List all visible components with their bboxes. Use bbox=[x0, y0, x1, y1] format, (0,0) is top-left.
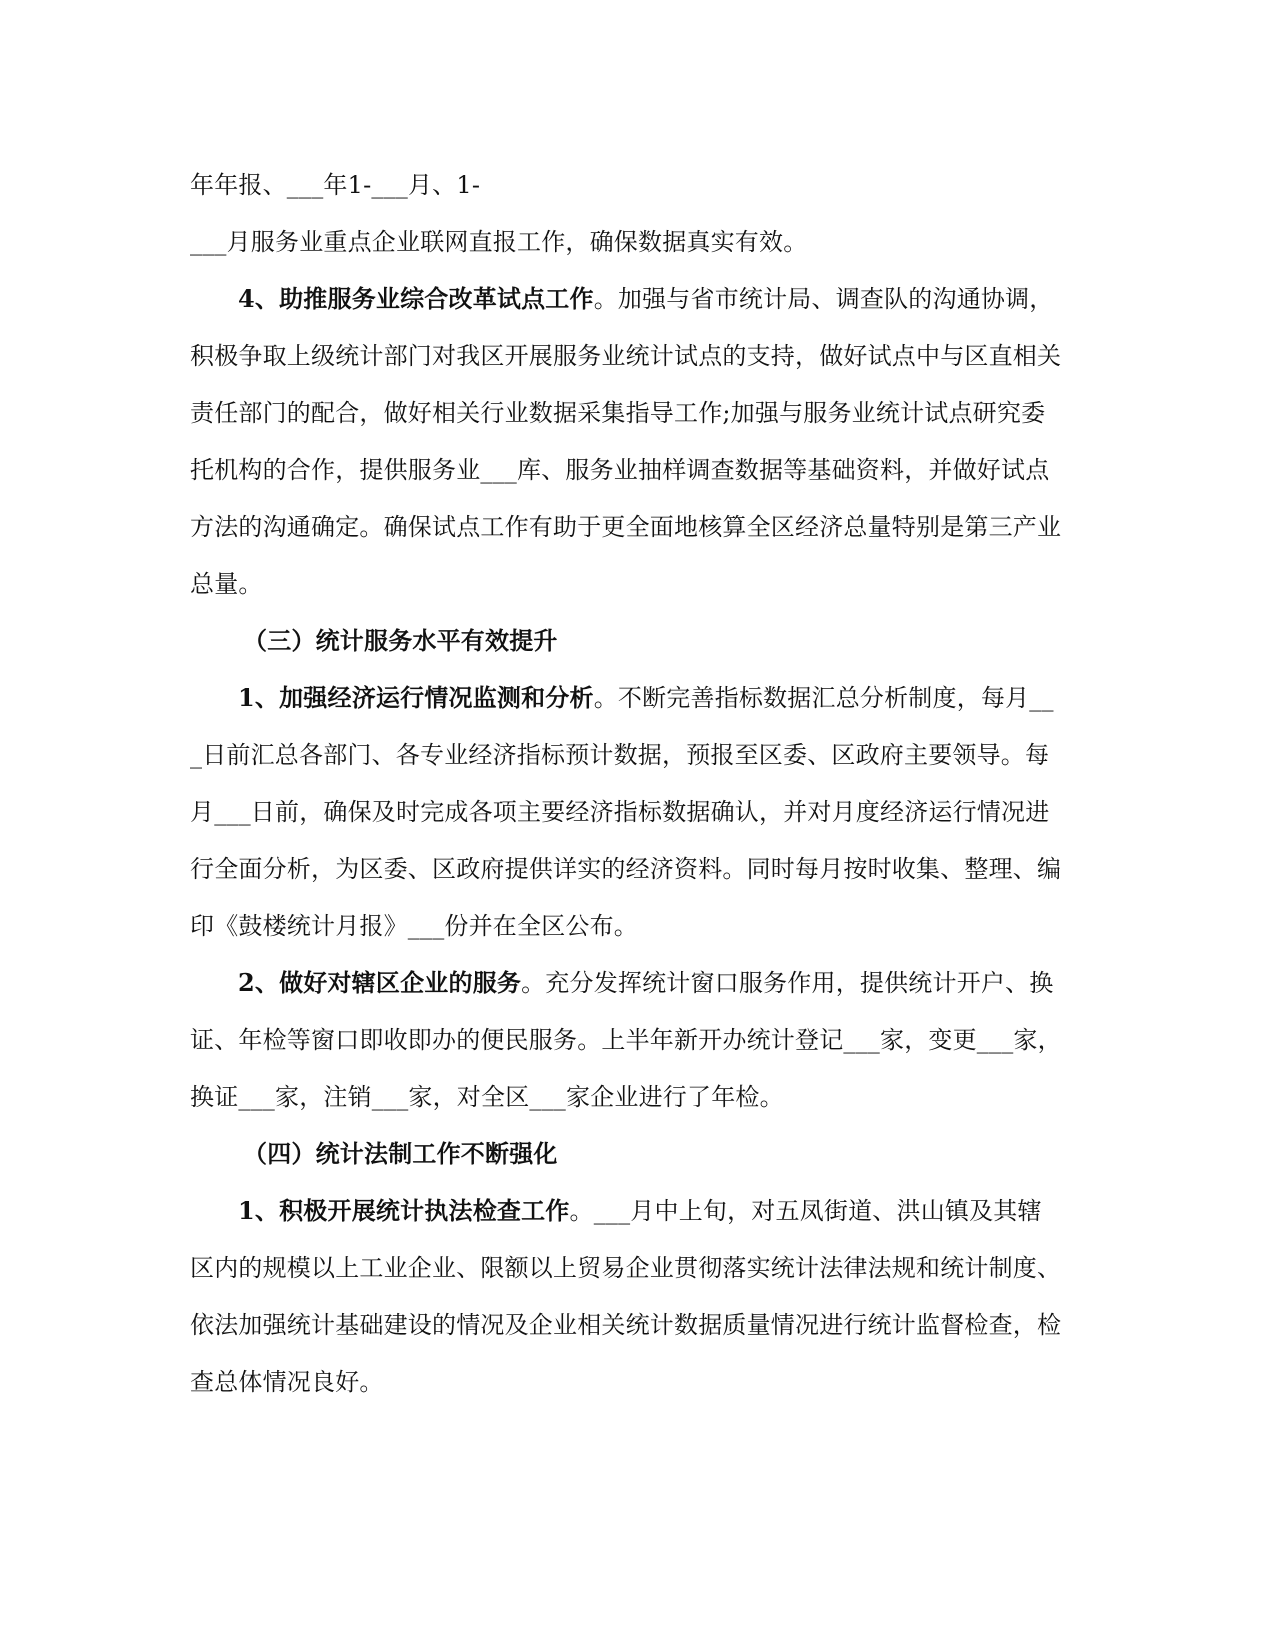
text-line: _日前汇总各部门、各专业经济指标预计数据，预报至区委、区政府主要领导。每 bbox=[190, 741, 1050, 769]
text-line: 积极争取上级统计部门对我区开展服务业统计试点的支持，做好试点中与区直相关 bbox=[190, 342, 1062, 370]
paragraph-4-text: 。加强与省市统计局、调查队的沟通协调， bbox=[593, 285, 1054, 313]
text-line: ___月服务业重点企业联网直报工作，确保数据真实有效。 bbox=[190, 228, 808, 256]
section-4-paragraph-1-first-line bbox=[238, 1196, 1138, 1226]
text-line: 查总体情况良好。 bbox=[190, 1368, 384, 1396]
text-line: 总量。 bbox=[190, 570, 263, 598]
text-line: 年年报、___年1-___月、1- bbox=[190, 171, 481, 199]
section-3-paragraph-2-text: 。充分发挥统计窗口服务作用，提供统计开户、换 bbox=[521, 969, 1054, 997]
text-line: 依法加强统计基础建设的情况及企业相关统计数据质量情况进行统计监督检查，检 bbox=[190, 1311, 1062, 1339]
text-line: 托机构的合作，提供服务业___库、服务业抽样调查数据等基础资料，并做好试点 bbox=[190, 456, 1050, 484]
text-line: 方法的沟通确定。确保试点工作有助于更全面地核算全区经济总量特别是第三产业 bbox=[190, 513, 1062, 541]
section-3-paragraph-1-text: 。不断完善指标数据汇总分析制度，每月__ bbox=[593, 684, 1054, 712]
section-4-paragraph-1-text: 。___月中上旬，对五凤街道、洪山镇及其辖 bbox=[569, 1197, 1042, 1225]
text-line: 责任部门的配合，做好相关行业数据采集指导工作;加强与服务业统计试点研究委 bbox=[190, 399, 1046, 427]
section-3-paragraph-2-first-line bbox=[238, 968, 1138, 998]
section-4-heading: （四）统计法制工作不断强化 bbox=[243, 1139, 558, 1168]
text-line: 区内的规模以上工业企业、限额以上贸易企业贯彻落实统计法律法规和统计制度、 bbox=[190, 1254, 1062, 1282]
section-3-heading: （三）统计服务水平有效提升 bbox=[243, 626, 558, 655]
text-line: 证、年检等窗口即收即办的便民服务。上半年新开办统计登记___家，变更___家， bbox=[190, 1026, 1062, 1054]
text-line: 月___日前，确保及时完成各项主要经济指标数据确认，并对月度经济运行情况进 bbox=[190, 798, 1050, 826]
text-line: 印《鼓楼统计月报》___份并在全区公布。 bbox=[190, 912, 638, 940]
text-line: 行全面分析，为区委、区政府提供详实的经济资料。同时每月按时收集、整理、编 bbox=[190, 855, 1062, 883]
section-3-paragraph-1-first-line bbox=[238, 683, 1138, 713]
paragraph-4-first-line bbox=[238, 284, 1138, 314]
section-4-paragraph-1-heading: 1、积极开展统计执法检查工作 bbox=[238, 1196, 570, 1225]
paragraph-4-heading: 4、助推服务业综合改革试点工作 bbox=[238, 284, 594, 313]
section-3-paragraph-1-heading: 1、加强经济运行情况监测和分析 bbox=[238, 683, 594, 712]
text-line: 换证___家，注销___家，对全区___家企业进行了年检。 bbox=[190, 1083, 784, 1111]
section-3-paragraph-2-heading: 2、做好对辖区企业的服务 bbox=[238, 968, 522, 997]
